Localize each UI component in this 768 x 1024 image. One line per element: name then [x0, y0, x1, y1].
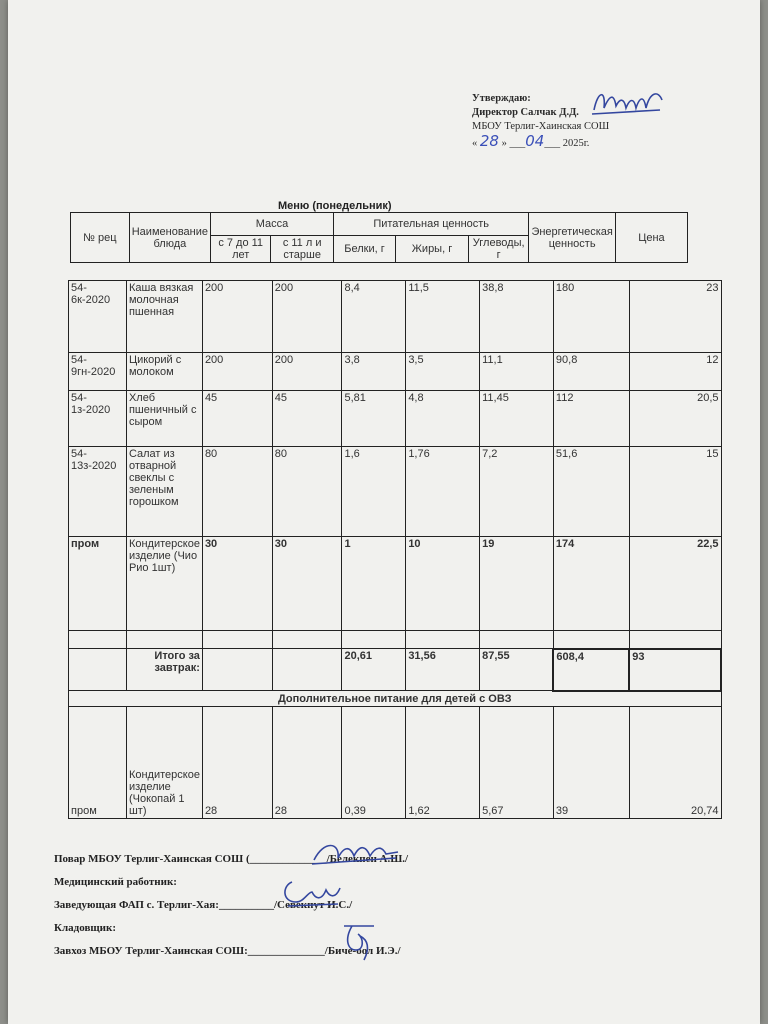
approval-date-year: 2025г.: [562, 138, 590, 149]
empty-row: [69, 631, 722, 649]
row-mass-a: 45: [202, 391, 272, 447]
header-mass: Масса: [211, 213, 334, 236]
fap-line: Заведующая ФАП с. Терлиг-Хая:__________/Севекпут И.С./: [54, 899, 353, 911]
header-code: № рец: [71, 213, 130, 263]
row-mass-a: 200: [202, 281, 272, 353]
row-mass-b: 30: [272, 537, 342, 631]
extra-title-row: [69, 691, 722, 707]
row-carb: 19: [480, 537, 554, 631]
header-energy: Энергетическая ценность: [529, 213, 615, 263]
row-code: 54-9гн-2020: [69, 353, 127, 391]
header-fat: Жиры, г: [396, 236, 469, 263]
row-name: Салат из отварной свеклы с зеленым горошком: [126, 447, 202, 537]
row-code: пром: [69, 537, 127, 631]
extra-name: Кондитерское изделие (Чокопай 1 шт): [126, 707, 202, 819]
row-fat: 10: [406, 537, 480, 631]
menu-table: [68, 280, 722, 819]
total-row: [69, 649, 722, 691]
row-carb: 38,8: [480, 281, 554, 353]
header-mass-a: с 7 до 11 лет: [211, 236, 271, 263]
approval-line-2: Директор Салчак Д.Д.: [472, 107, 579, 118]
row-energy: 112: [553, 391, 629, 447]
row-mass-b: 80: [272, 447, 342, 537]
row-fat: 11,5: [406, 281, 480, 353]
row-mass-a: 80: [202, 447, 272, 537]
row-price: 23: [629, 281, 721, 353]
header-mass-b: с 11 л и старше: [271, 236, 334, 263]
row-mass-b: 200: [272, 353, 342, 391]
row-name: Цикорий с молоком: [126, 353, 202, 391]
supply-line: Завхоз МБОУ Терлиг-Хаинская СОШ:______________/Биче-оол И.Э./: [54, 945, 401, 957]
row-price: 22,5: [629, 537, 721, 631]
row-price: 12: [629, 353, 721, 391]
supply-label: Завхоз МБОУ Терлиг-Хаинская СОШ:: [54, 945, 248, 957]
row-fat: 3,5: [406, 353, 480, 391]
row-code: 54-13з-2020: [69, 447, 127, 537]
supply-name: /Биче-оол И.Э./: [324, 945, 401, 957]
row-protein: 8,4: [342, 281, 406, 353]
row-protein: 5,81: [342, 391, 406, 447]
total-fat: 31,56: [406, 649, 480, 691]
approval-date-month: 04: [525, 132, 545, 150]
header-protein: Белки, г: [333, 236, 395, 263]
menu-row: [69, 537, 722, 631]
row-carb: 11,45: [480, 391, 554, 447]
header-nutrition: Питательная ценность: [333, 213, 528, 236]
row-price: 15: [629, 447, 721, 537]
extra-mass-b: 28: [272, 707, 342, 819]
extra-title: Дополнительное питание для детей с ОВЗ: [69, 691, 722, 707]
approval-date: « 28 » ___04___ 2025г.: [472, 132, 590, 150]
extra-price: 20,74: [629, 707, 721, 819]
extra-mass-a: 28: [202, 707, 272, 819]
row-carb: 7,2: [480, 447, 554, 537]
store-line: Кладовщик:: [54, 922, 117, 934]
row-energy: 180: [553, 281, 629, 353]
extra-fat: 1,62: [406, 707, 480, 819]
row-mass-a: 200: [202, 353, 272, 391]
extra-carb: 5,67: [480, 707, 554, 819]
row-name: Хлеб пшеничный с сыром: [126, 391, 202, 447]
director-signature: [588, 86, 668, 120]
row-name: Кондитерское изделие (Чио Рио 1шт): [126, 537, 202, 631]
extra-protein: 0,39: [342, 707, 406, 819]
menu-title: Меню (понедельник): [278, 200, 392, 212]
menu-row: [69, 281, 722, 353]
total-protein: 20,61: [342, 649, 406, 691]
cook-label: Повар МБОУ Терлиг-Хаинская СОШ: [54, 853, 244, 865]
menu-row: [69, 391, 722, 447]
row-energy: 174: [553, 537, 629, 631]
cook-line: Повар МБОУ Терлиг-Хаинская СОШ (______________/Белекпен А.Ш./: [54, 853, 409, 865]
approval-date-day: 28: [479, 132, 499, 150]
menu-row: [69, 447, 722, 537]
header-name: Наименование блюда: [129, 213, 210, 263]
row-energy: 51,6: [553, 447, 629, 537]
fap-label: Заведующая ФАП с. Терлиг-Хая:: [54, 899, 219, 911]
approval-line-1: Утверждаю:: [472, 93, 531, 104]
total-label: Итого за завтрак:: [126, 649, 202, 691]
cook-signature: [310, 838, 402, 868]
header-price: Цена: [615, 213, 687, 263]
menu-row: [69, 353, 722, 391]
document-page: [8, 0, 760, 1024]
row-code: 54-1з-2020: [69, 391, 127, 447]
row-protein: 3,8: [342, 353, 406, 391]
extra-code: пром: [69, 707, 127, 819]
menu-header-table: [70, 212, 688, 263]
extra-row: [69, 707, 722, 819]
extra-energy: 39: [553, 707, 629, 819]
row-energy: 90,8: [553, 353, 629, 391]
total-carb: 87,55: [480, 649, 554, 691]
row-protein: 1: [342, 537, 406, 631]
row-fat: 4,8: [406, 391, 480, 447]
header-carb: Углеводы, г: [468, 236, 529, 263]
supply-signature: [334, 916, 384, 968]
row-code: 54-6к-2020: [69, 281, 127, 353]
row-fat: 1,76: [406, 447, 480, 537]
row-mass-b: 200: [272, 281, 342, 353]
row-price: 20,5: [629, 391, 721, 447]
total-price: 93: [629, 649, 721, 691]
total-energy: 608,4: [553, 649, 629, 691]
row-mass-a: 30: [202, 537, 272, 631]
fap-signature: [278, 872, 344, 912]
row-carb: 11,1: [480, 353, 554, 391]
medic-line: Медицинский работник:: [54, 876, 177, 888]
cook-name: /Белекпен А.Ш./: [326, 853, 409, 865]
row-protein: 1,6: [342, 447, 406, 537]
row-name: Каша вязкая молочная пшенная: [126, 281, 202, 353]
fap-name: /Севекпут И.С./: [273, 899, 353, 911]
row-mass-b: 45: [272, 391, 342, 447]
approval-line-3: МБОУ Терлиг-Хаинская СОШ: [472, 121, 610, 132]
